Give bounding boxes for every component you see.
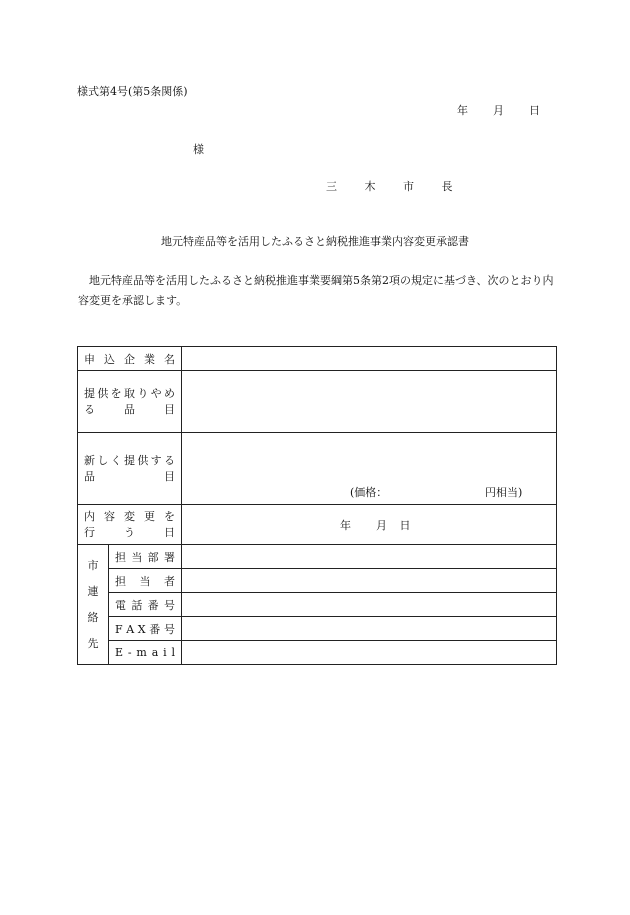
contact-row-fax <box>78 617 557 641</box>
email-label: E - m a i l <box>109 641 182 665</box>
form-table <box>77 346 557 665</box>
issue-date <box>457 104 540 118</box>
change-date-label-line2: 行 う 日 <box>84 525 175 539</box>
discontinued-label-line2: る 品 目 <box>84 402 175 416</box>
new-item-value[interactable] <box>182 433 557 505</box>
discontinued-value[interactable] <box>182 371 557 433</box>
person-label: 担 当 者 <box>109 569 182 593</box>
contact-row-email <box>78 641 557 665</box>
addressee: 様 <box>193 143 204 156</box>
new-item-label <box>78 433 182 505</box>
date-day: 日 <box>529 104 540 117</box>
price-suffix: 円相当) <box>485 486 523 499</box>
change-date-row <box>78 505 557 545</box>
document-title: 地元特産品等を活用したふるさと納税推進事業内容変更承認書 <box>161 235 469 248</box>
price-prefix: (価格： <box>350 486 388 499</box>
contact-group-label <box>78 545 109 665</box>
change-date-value[interactable] <box>182 505 557 545</box>
person-value[interactable] <box>182 569 557 593</box>
form-number: 様式第4号(第5条関係) <box>77 85 188 98</box>
email-value[interactable] <box>182 641 557 665</box>
discontinued-label-line1: 提供を取りやめ <box>84 386 175 400</box>
discontinued-row <box>78 371 557 433</box>
fax-label: F A X 番 号 <box>109 617 182 641</box>
applicant-row <box>78 347 557 371</box>
contact-row-department <box>78 545 557 569</box>
new-item-label-line2: 品 目 <box>84 469 175 483</box>
date-year: 年 <box>457 104 468 117</box>
contact-char-2: 連 <box>87 584 99 598</box>
discontinued-label <box>78 371 182 433</box>
contact-row-phone <box>78 593 557 617</box>
change-date <box>182 517 556 533</box>
department-value[interactable] <box>182 545 557 569</box>
body-text: 地元特産品等を活用したふるさと納税推進事業要綱第5条第2項の規定に基づき、次のとおり内容変更を承認します。 <box>78 274 554 307</box>
applicant-value[interactable] <box>182 347 557 371</box>
fax-value[interactable] <box>182 617 557 641</box>
date-month: 月 <box>493 104 504 117</box>
new-item-label-line1: 新しく提供する <box>84 453 175 467</box>
change-month: 月 <box>376 518 387 532</box>
contact-char-3: 絡 <box>87 610 99 624</box>
contact-char-1: 市 <box>87 558 99 572</box>
change-date-label-line1: 内 容 変 更 を <box>84 509 175 523</box>
new-item-row <box>78 433 557 505</box>
change-date-label <box>78 505 182 545</box>
price-area <box>182 433 556 504</box>
department-label: 担 当 部 署 <box>109 545 182 569</box>
change-day: 日 <box>399 518 411 532</box>
contact-char-4: 先 <box>87 636 99 650</box>
applicant-label: 申 込 企 業 名 <box>78 347 182 371</box>
issuer: 三 木 市 長 <box>326 180 465 193</box>
phone-label: 電 話 番 号 <box>109 593 182 617</box>
phone-value[interactable] <box>182 593 557 617</box>
change-year: 年 <box>340 518 351 532</box>
contact-row-person <box>78 569 557 593</box>
